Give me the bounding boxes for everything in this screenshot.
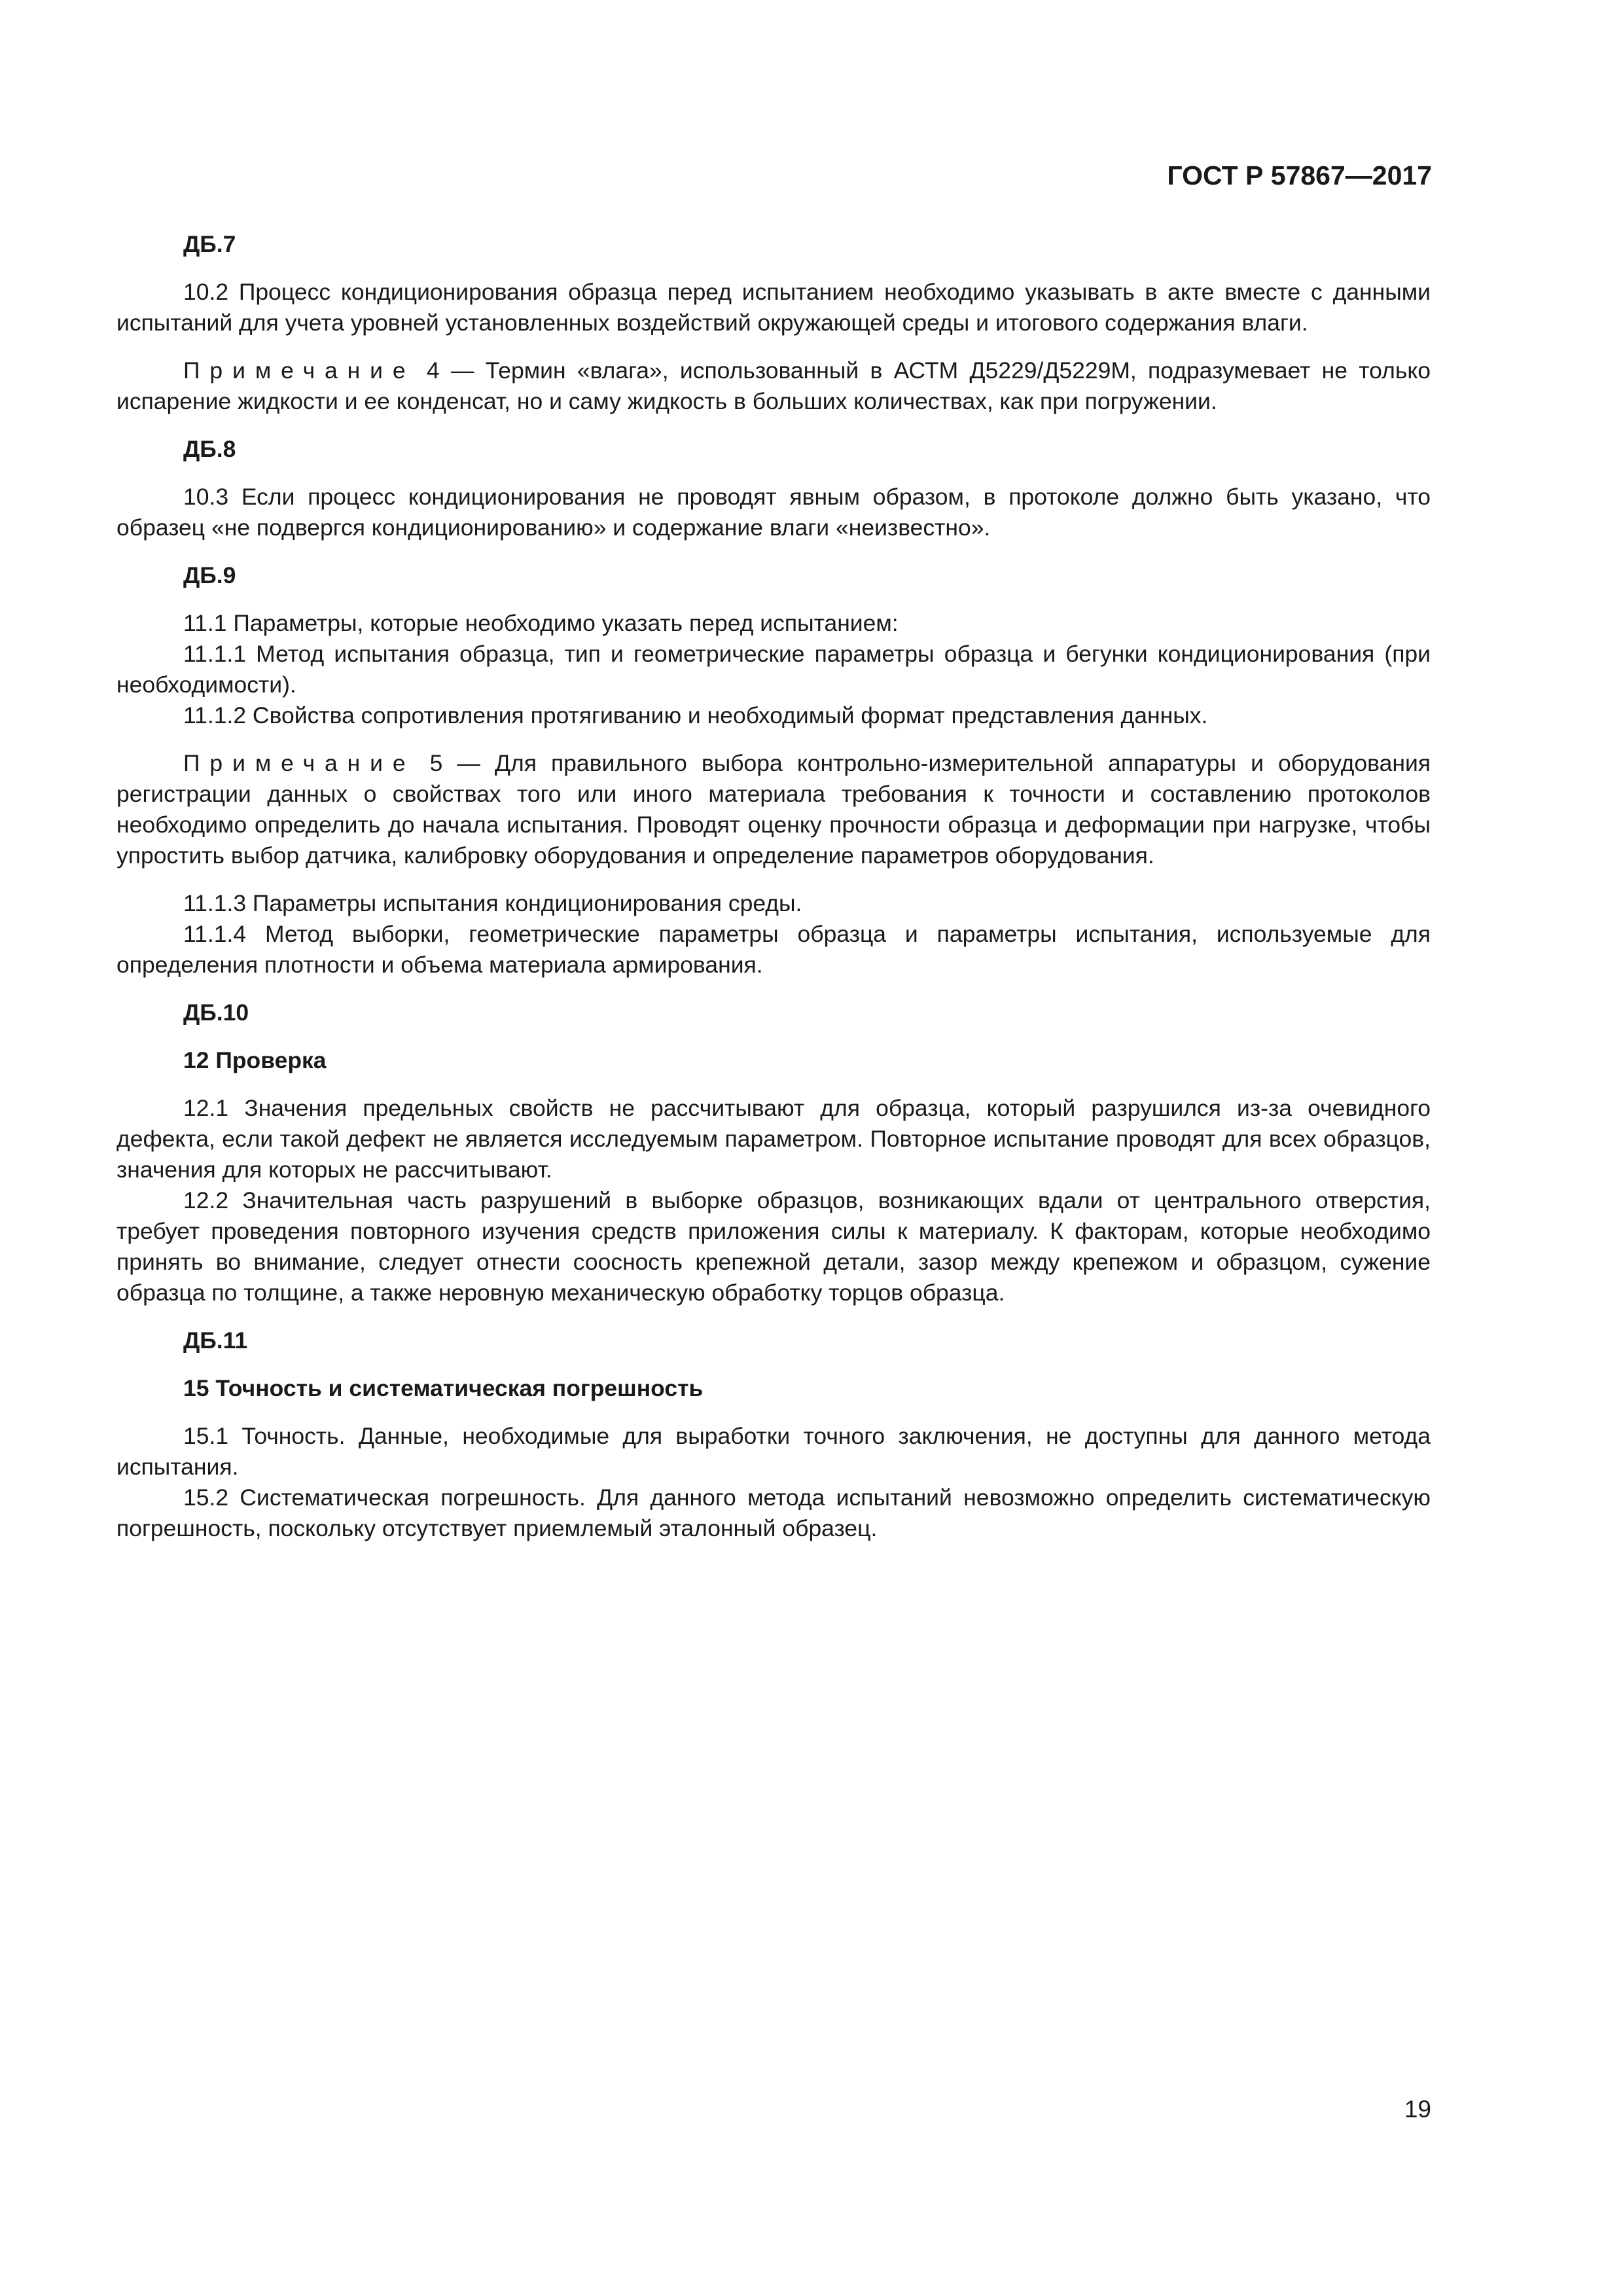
appendix-item-heading: ДБ.8: [183, 436, 236, 462]
paragraph: 15.1 Точность. Данные, необходимые для выработки точного заключения, не доступны для данного метода испытания.: [116, 1423, 1431, 1480]
paragraph: 12.2 Значительная часть разрушений в выборке образцов, возникающих вдали от центрального отверстия, требует проведения повторного изучения средств приложения силы к материалу. К факторам, которые необходимо принять во внимание, следует отнести соосность крепежной детали, зазор между крепежом и образцом, сужение образца по толщине, а также неровную механическую обработку торцов образца.: [116, 1187, 1431, 1306]
paragraph: 10.3 Если процесс кондиционирования не проводят явным образом, в протоколе должно быть указано, что образец «не подвергся кондиционированию» и содержание влаги «неизвестно».: [116, 484, 1431, 541]
standard-code: ГОСТ Р 57867—2017: [1167, 160, 1432, 190]
page-body: [116, 229, 1431, 1561]
note-text: 5 — Для правильного выбора контрольно-измерительной аппаратуры и оборудования регистрации данных о свойствах того или иного материала требования к точности и составлению протоколов необходимо определить до начала испытания. Проводят оценку прочности образца и деформации при нагрузке, чтобы упростить выбор датчика, калибровку оборудования и определение параметров оборудования.: [116, 750, 1431, 869]
appendix-item-heading: ДБ.11: [183, 1327, 248, 1354]
page-number: 19: [1404, 2096, 1431, 2123]
paragraph: 15.2 Систематическая погрешность. Для данного метода испытаний невозможно определить систематическую погрешность, поскольку отсутствует приемлемый эталонный образец.: [116, 1484, 1431, 1541]
note-label: Примечание: [183, 750, 416, 776]
paragraph: 11.1.4 Метод выборки, геометрические параметры образца и параметры испытания, используемые для определения плотности и объема материала армирования.: [116, 921, 1431, 978]
section-title: 15 Точность и систематическая погрешность: [183, 1375, 704, 1401]
note: [116, 355, 1431, 417]
section-title: 12 Проверка: [183, 1047, 327, 1073]
paragraph: 10.2 Процесс кондиционирования образца перед испытанием необходимо указывать в акте вместе с данными испытаний для учета уровней установленных воздействий окружающей среды и итогового содержания влаги.: [116, 279, 1431, 336]
paragraph: 12.1 Значения предельных свойств не рассчитывают для образца, который разрушился из-за очевидного дефекта, если такой дефект не является исследуемым параметром. Повторное испытание проводят для всех образцов, значения для которых не рассчитывают.: [116, 1095, 1431, 1183]
appendix-item-heading: ДБ.7: [183, 231, 236, 257]
appendix-item-heading: ДБ.9: [183, 562, 236, 588]
paragraph: 11.1.3 Параметры испытания кондиционирования среды.: [183, 890, 802, 916]
note: [116, 748, 1431, 871]
note-label: Примечание: [183, 357, 416, 384]
paragraph: 11.1.2 Свойства сопротивления протягиванию и необходимый формат представления данных.: [183, 702, 1208, 728]
note-text: 4 — Термин «влага», использованный в АСТМ Д5229/Д5229М, подразумевает не только испарение жидкости и ее конденсат, но и саму жидкость в больших количествах, как при погружении.: [116, 357, 1431, 414]
paragraph: 11.1 Параметры, которые необходимо указать перед испытанием:: [183, 610, 899, 636]
appendix-item-heading: ДБ.10: [183, 999, 249, 1026]
paragraph: 11.1.1 Метод испытания образца, тип и геометрические параметры образца и бегунки кондиционирования (при необходимости).: [116, 641, 1431, 698]
